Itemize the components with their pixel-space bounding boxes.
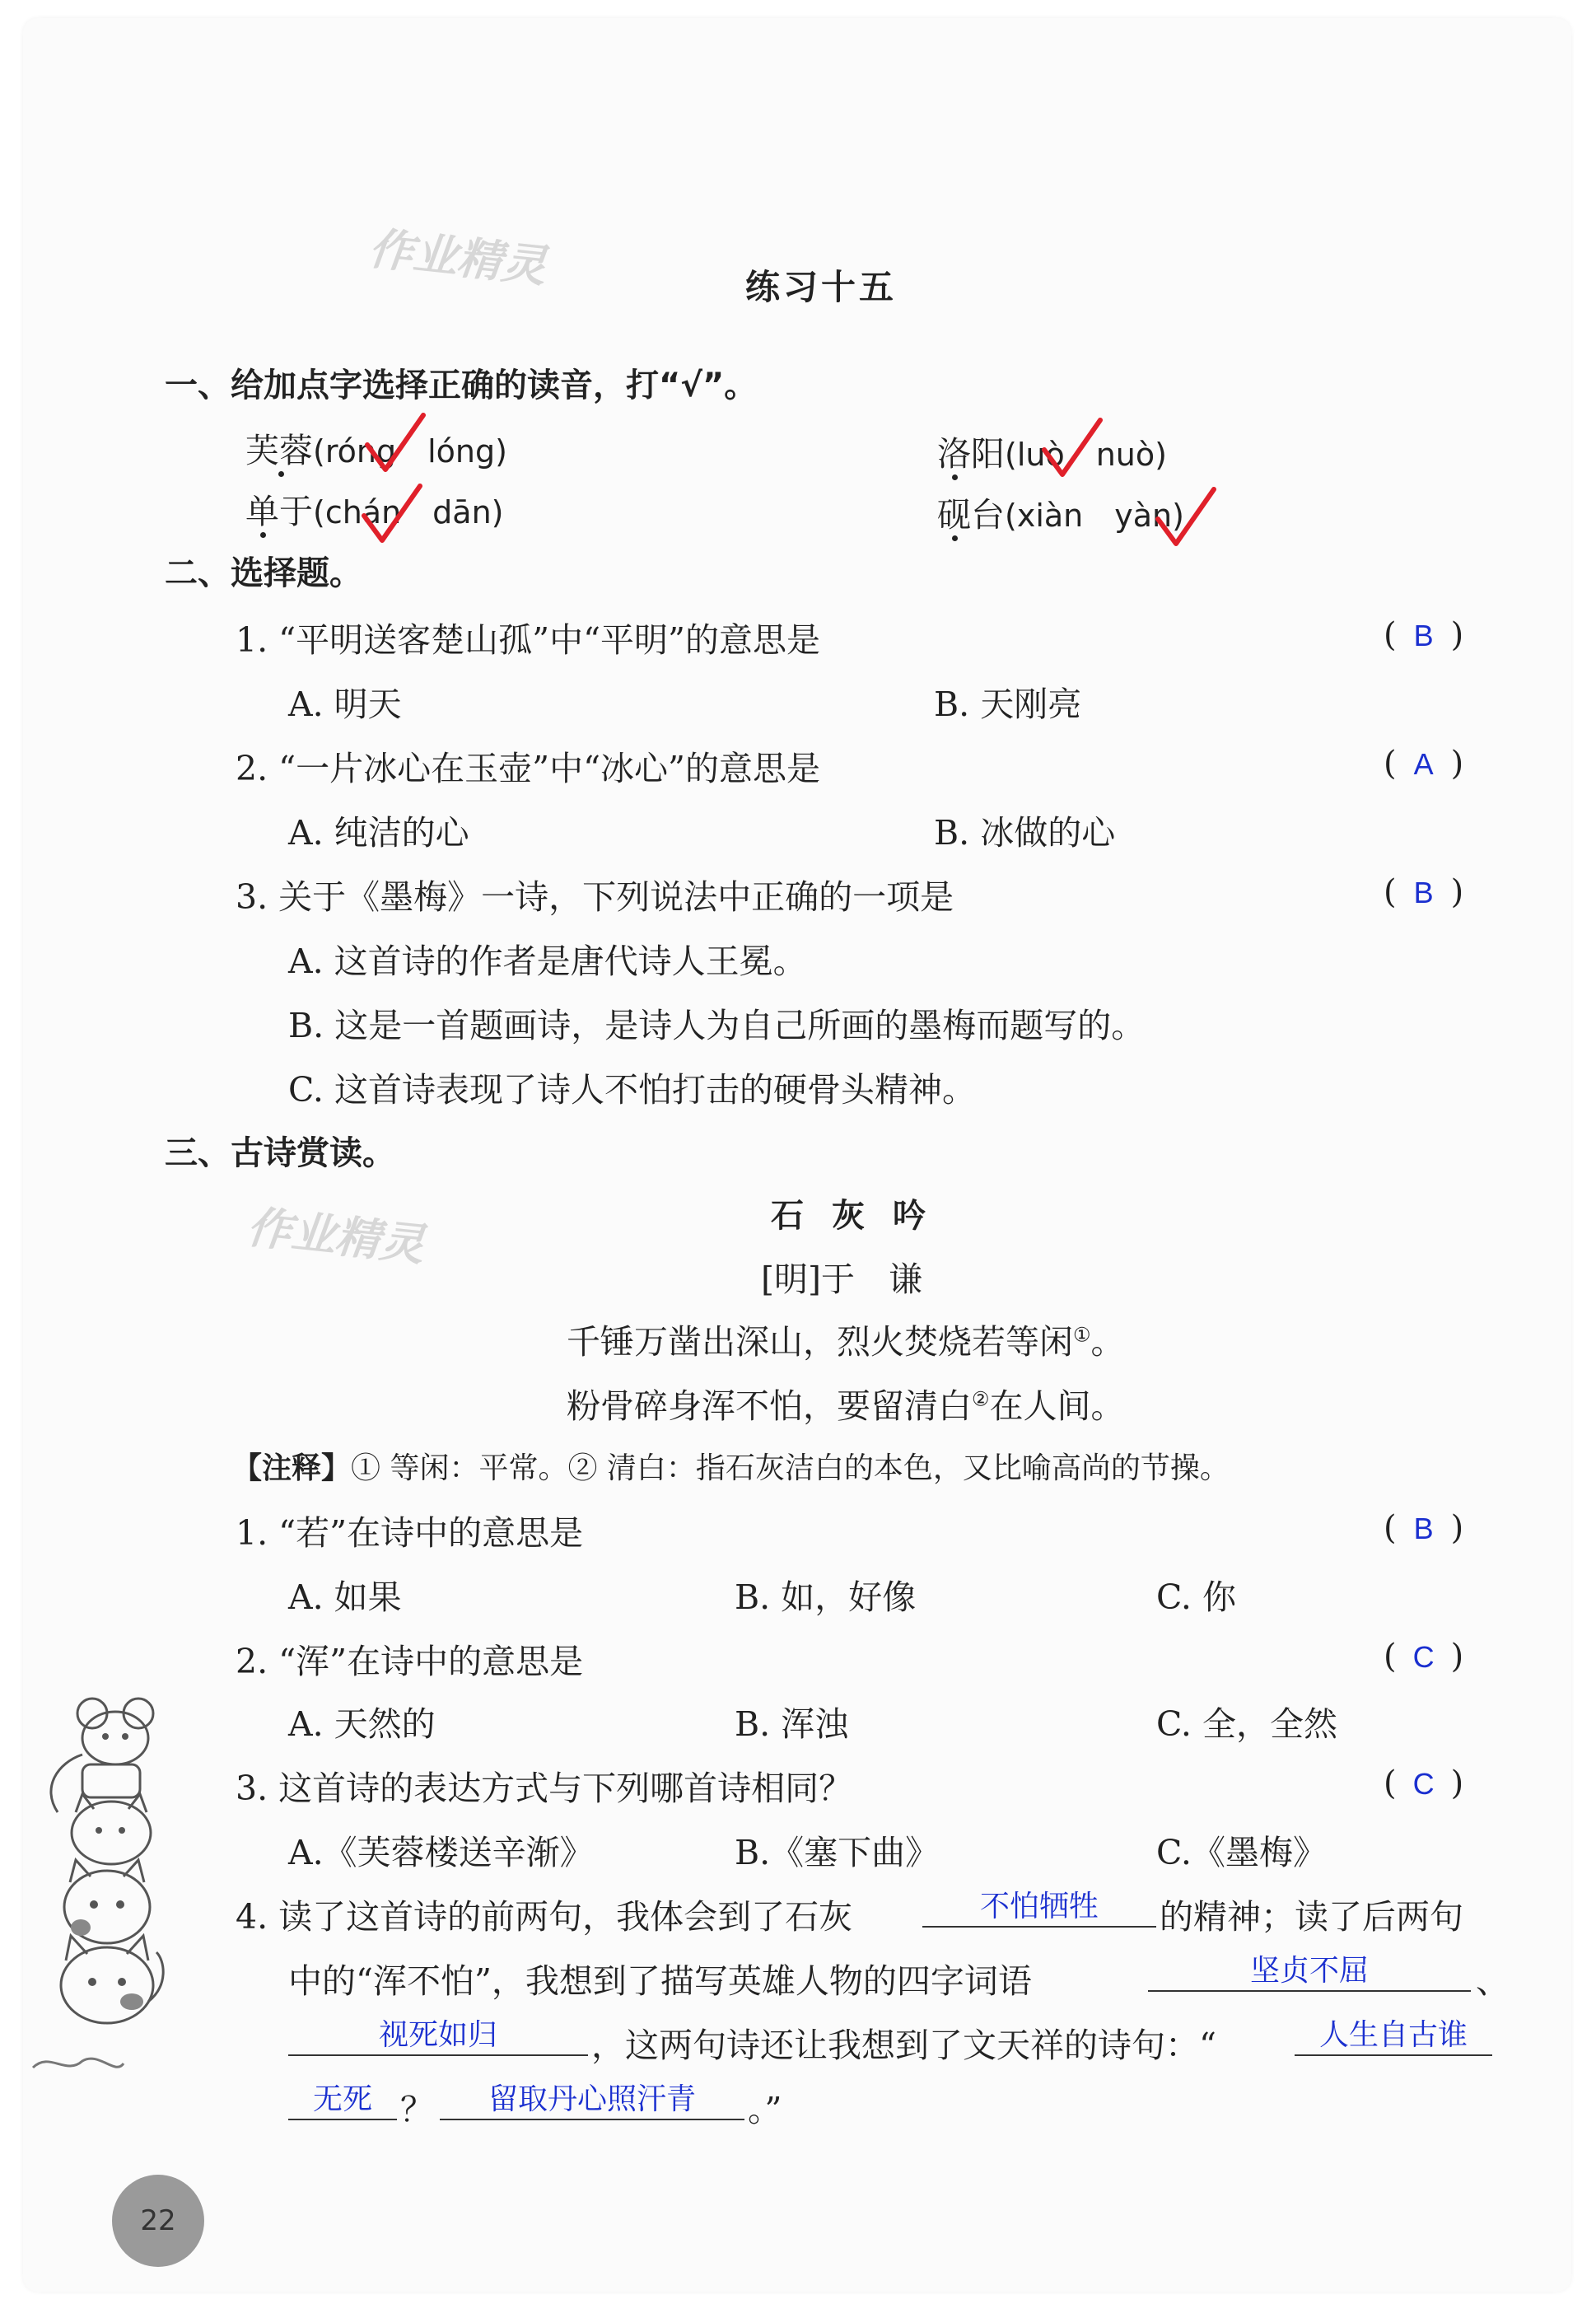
check-mark-icon xyxy=(1153,486,1219,552)
watermark: 作业精灵 xyxy=(366,222,549,293)
s3-q1-option-b: B. 如，好像 xyxy=(735,1577,917,1617)
poem-note: 【注释】① 等闲：平常。② 清白：指石灰洁白的本色，又比喻高尚的节操。 xyxy=(232,1451,1230,1485)
s3-q2-option-b: B. 浑浊 xyxy=(735,1704,849,1744)
word-yantai: 砚台(xiàn yàn) xyxy=(937,495,1184,535)
s3-q2-stem: 2. “浑”在诗中的意思是 xyxy=(236,1642,584,1681)
emphasis-dot xyxy=(952,535,958,541)
s3-q3-option-a: A.《芙蓉楼送辛渐》 xyxy=(288,1833,594,1872)
s3-q3-answer: ( C ) xyxy=(1384,1764,1464,1802)
section2-heading: 二、选择题。 xyxy=(165,554,362,592)
answer-blank-5[interactable]: 无死 xyxy=(288,2081,397,2120)
s2-q2-stem: 2. “一片冰心在玉壶”中“冰心”的意思是 xyxy=(236,749,820,788)
s2-q2-option-a: A. 纯洁的心 xyxy=(288,813,469,853)
word-furong: 芙蓉(róng lóng) xyxy=(245,431,507,470)
page-title: 练习十五 xyxy=(745,267,898,307)
poem-line-2: 粉骨碎身浑不怕，要留清白②在人间。 xyxy=(567,1386,1125,1426)
answer-blank-2[interactable]: 坚贞不屈 xyxy=(1148,1952,1471,1992)
word-luoyang: 洛阳(luò nuò) xyxy=(937,434,1167,474)
emphasis-dot xyxy=(260,532,266,538)
emphasis-dot xyxy=(278,471,284,477)
page-number: 22 xyxy=(112,2175,204,2267)
poem-line-1: 千锤万凿出深山，烈火焚烧若等闲①。 xyxy=(567,1322,1125,1362)
word-chanyu: 单于(chán dān) xyxy=(245,492,504,531)
answer-blank-3[interactable]: 视死如归 xyxy=(288,2017,588,2056)
check-mark-icon xyxy=(362,412,428,478)
s2-q3-answer: ( B ) xyxy=(1384,873,1464,911)
section1-heading: 一、给加点字选择正确的读音，打“√”。 xyxy=(165,367,758,404)
s2-q3-option-b: B. 这是一首题画诗，是诗人为自己所画的墨梅而题写的。 xyxy=(288,1006,1146,1045)
emphasis-dot xyxy=(952,474,958,480)
answer-blank-4[interactable]: 人生自古谁 xyxy=(1295,2017,1492,2056)
cartoon-animals-icon xyxy=(25,1689,173,2084)
s3-q2-option-c: C. 全，全然 xyxy=(1156,1704,1337,1744)
s2-q3-option-a: A. 这首诗的作者是唐代诗人王冕。 xyxy=(288,942,807,981)
s3-q4-text-5: ，这两句诗还让我想到了文天祥的诗句：“ xyxy=(591,2026,1216,2065)
s3-q4-text-6: ？ xyxy=(400,2090,434,2129)
s3-q2-answer: ( C ) xyxy=(1384,1638,1464,1675)
s3-q1-option-a: A. 如果 xyxy=(288,1577,402,1617)
s3-q1-stem: 1. “若”在诗中的意思是 xyxy=(236,1513,584,1553)
section3-heading: 三、古诗赏读。 xyxy=(165,1134,395,1172)
s3-q1-answer: ( B ) xyxy=(1384,1509,1464,1547)
s2-q1-option-b: B. 天刚亮 xyxy=(934,685,1082,724)
poem-title: 石灰吟 xyxy=(771,1197,954,1235)
s3-q4-text-4: 、 xyxy=(1476,1961,1510,2001)
s2-q1-option-a: A. 明天 xyxy=(288,685,402,724)
poem-author: [明]于 谦 xyxy=(761,1259,922,1299)
s3-q4-text-2: 的精神；读了后两句 xyxy=(1160,1897,1463,1937)
s3-q3-option-b: B.《塞下曲》 xyxy=(735,1833,940,1872)
s3-q1-option-c: C. 你 xyxy=(1156,1577,1236,1617)
s3-q4-text-1: 4. 读了这首诗的前两句，我体会到了石灰 xyxy=(236,1897,853,1937)
s2-q3-stem: 3. 关于《墨梅》一诗，下列说法中正确的一项是 xyxy=(236,877,954,917)
s2-q3-option-c: C. 这首诗表现了诗人不怕打击的硬骨头精神。 xyxy=(288,1070,976,1110)
answer-blank-6[interactable]: 留取丹心照汗青 xyxy=(440,2081,744,2120)
s3-q3-option-c: C.《墨梅》 xyxy=(1156,1833,1327,1872)
s2-q1-stem: 1. “平明送客楚山孤”中“平明”的意思是 xyxy=(236,620,820,660)
s3-q2-option-a: A. 天然的 xyxy=(288,1704,436,1744)
s3-q4-text-3: 中的“浑不怕”，我想到了描写英雄人物的四字词语 xyxy=(288,1961,1032,2001)
s2-q1-answer: ( B ) xyxy=(1384,616,1464,654)
check-mark-icon xyxy=(1039,417,1105,483)
check-mark-icon xyxy=(359,483,425,549)
s3-q4-text-7: 。” xyxy=(748,2090,782,2129)
s3-q3-stem: 3. 这首诗的表达方式与下列哪首诗相同？ xyxy=(236,1769,853,1808)
s2-q2-answer: ( A ) xyxy=(1384,745,1464,783)
answer-blank-1[interactable]: 不怕牺牲 xyxy=(922,1888,1156,1928)
s2-q2-option-b: B. 冰做的心 xyxy=(934,813,1116,853)
watermark: 作业精灵 xyxy=(244,1200,427,1272)
